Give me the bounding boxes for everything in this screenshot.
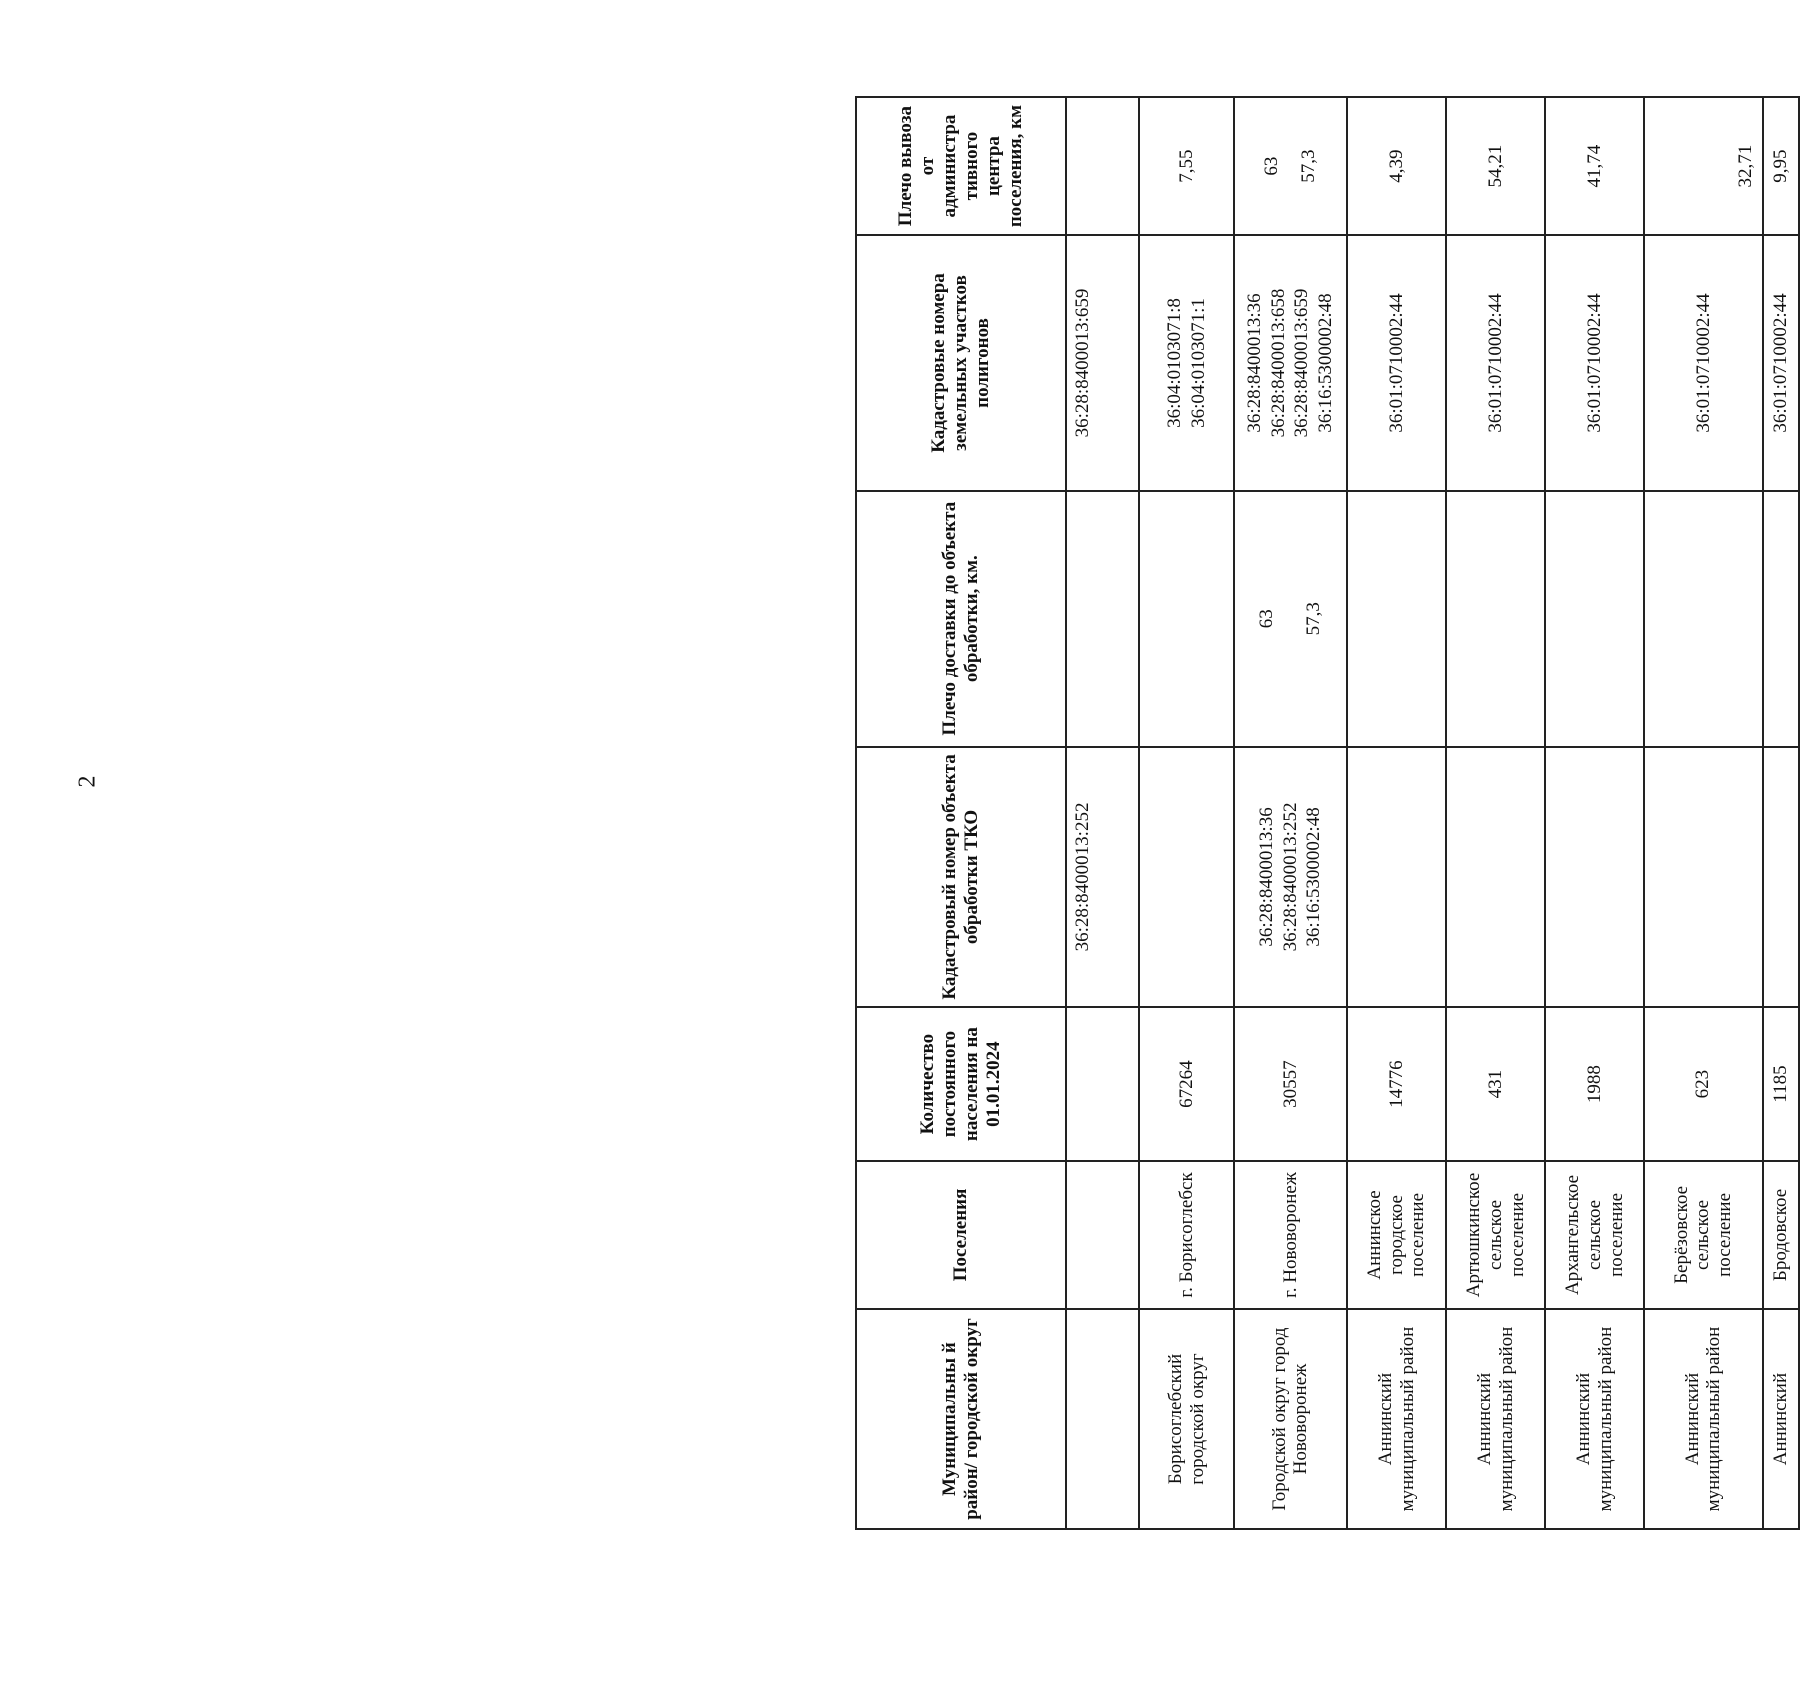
cell-district: Аннинский bbox=[1763, 1309, 1799, 1529]
cell-population: 67264 bbox=[1139, 1007, 1234, 1160]
rotated-table-container bbox=[855, 96, 1800, 1530]
cell-export-distance-line: 4,39 bbox=[1385, 149, 1407, 183]
cell-district bbox=[1066, 1309, 1139, 1529]
header-population: Количество постоянного населения на 01.01.2024 bbox=[856, 1007, 1066, 1160]
cell-facility-cadastral-line: 36:28:8400013:36 bbox=[1255, 807, 1277, 947]
cell-delivery-distance bbox=[1066, 491, 1139, 747]
cell-landfill-cadastral bbox=[1545, 235, 1644, 491]
cell-export-distance bbox=[1066, 97, 1139, 235]
cell-landfill-cadastral-line: 36:28:8400013:659 bbox=[1291, 288, 1313, 438]
cell-landfill-cadastral-line: 36:01:0710002:44 bbox=[1769, 293, 1791, 433]
cell-facility-cadastral-line: 36:28:8400013:252 bbox=[1279, 802, 1301, 952]
cell-delivery-distance bbox=[1139, 491, 1234, 747]
cell-delivery-distance-line: 57,3 bbox=[1303, 602, 1325, 636]
cell-landfill-cadastral-line: 36:28:8400013:659 bbox=[1072, 288, 1093, 438]
table-body bbox=[1066, 97, 1799, 1529]
cell-facility-cadastral bbox=[1644, 747, 1762, 1008]
header-landfill-cadastral: Кадастровые номера земельных участков полигонов bbox=[856, 235, 1066, 491]
cell-facility-cadastral bbox=[1066, 747, 1139, 1008]
cell-population: 1988 bbox=[1545, 1007, 1644, 1160]
cell-landfill-cadastral-line: 36:01:0710002:44 bbox=[1692, 293, 1714, 433]
cell-settlement: г. Нововоронеж bbox=[1234, 1161, 1347, 1309]
cell-facility-cadastral bbox=[1347, 747, 1446, 1008]
cell-export-distance-line: 57,3 bbox=[1298, 149, 1320, 183]
cell-export-distance bbox=[1644, 97, 1762, 235]
header-delivery-distance: Плечо доставки до объекта обработки, км. bbox=[856, 491, 1066, 747]
cell-facility-cadastral-line: 36:16:5300002:48 bbox=[1303, 807, 1325, 947]
cell-landfill-cadastral-line: 36:01:0710002:44 bbox=[1484, 293, 1506, 433]
cell-delivery-distance bbox=[1545, 491, 1644, 747]
cell-export-distance-line: 9,95 bbox=[1769, 149, 1791, 183]
cell-population: 30557 bbox=[1234, 1007, 1347, 1160]
cell-landfill-cadastral-line: 36:01:0710002:44 bbox=[1583, 293, 1605, 433]
cell-settlement: Бродовское bbox=[1763, 1161, 1799, 1309]
cell-facility-cadastral bbox=[1234, 747, 1347, 1008]
landfill-table bbox=[855, 96, 1800, 1530]
header-district: Муниципальны й район/ городской округ bbox=[856, 1309, 1066, 1529]
cell-landfill-cadastral bbox=[1644, 235, 1762, 491]
cell-export-distance-line: 63 bbox=[1260, 156, 1282, 176]
table-row bbox=[1234, 97, 1347, 1529]
cell-landfill-cadastral bbox=[1234, 235, 1347, 491]
cell-landfill-cadastral bbox=[1066, 235, 1139, 491]
cell-landfill-cadastral bbox=[1763, 235, 1799, 491]
cell-district: Аннинский муниципальный район bbox=[1545, 1309, 1644, 1529]
cell-facility-cadastral bbox=[1446, 747, 1545, 1008]
table-row bbox=[1446, 97, 1545, 1529]
header-row bbox=[856, 97, 1066, 1529]
cell-settlement: Берёзовское сельское поселение bbox=[1644, 1161, 1762, 1309]
cell-delivery-distance bbox=[1234, 491, 1347, 747]
cell-export-distance bbox=[1139, 97, 1234, 235]
page-number: 2 bbox=[74, 775, 101, 788]
table-row bbox=[1763, 97, 1799, 1529]
cell-export-distance-line: 41,74 bbox=[1583, 144, 1605, 188]
cell-export-distance bbox=[1545, 97, 1644, 235]
cell-district: Аннинский муниципальный район bbox=[1644, 1309, 1762, 1529]
table-row bbox=[1139, 97, 1234, 1529]
cell-export-distance bbox=[1446, 97, 1545, 235]
cell-facility-cadastral bbox=[1139, 747, 1234, 1008]
cell-population: 1185 bbox=[1763, 1007, 1799, 1160]
cell-settlement: Артюшкинское сельское поселение bbox=[1446, 1161, 1545, 1309]
cell-district: Борисоглебский городской округ bbox=[1139, 1309, 1234, 1529]
cell-landfill-cadastral-line: 36:04:0103071:1 bbox=[1187, 298, 1209, 428]
cell-export-distance-line: 54,21 bbox=[1484, 144, 1506, 188]
cell-delivery-distance bbox=[1446, 491, 1545, 747]
cell-delivery-distance bbox=[1763, 491, 1799, 747]
table-row bbox=[1347, 97, 1446, 1529]
cell-settlement: г. Борисоглебск bbox=[1139, 1161, 1234, 1309]
cell-settlement: Аннинское городское поселение bbox=[1347, 1161, 1446, 1309]
cell-district: Аннинский муниципальный район bbox=[1446, 1309, 1545, 1529]
cell-delivery-distance-line: 63 bbox=[1255, 609, 1277, 629]
cell-export-distance-line: 32,71 bbox=[1734, 144, 1756, 188]
cell-landfill-cadastral bbox=[1139, 235, 1234, 491]
cell-export-distance bbox=[1347, 97, 1446, 235]
cell-export-distance-line: 7,55 bbox=[1175, 149, 1197, 183]
cell-facility-cadastral bbox=[1763, 747, 1799, 1008]
cell-delivery-distance bbox=[1644, 491, 1762, 747]
cell-landfill-cadastral bbox=[1347, 235, 1446, 491]
header-settlement: Поселения bbox=[856, 1161, 1066, 1309]
cell-landfill-cadastral-line: 36:01:0710002:44 bbox=[1385, 293, 1407, 433]
cell-landfill-cadastral-line: 36:28:8400013:658 bbox=[1267, 288, 1289, 438]
table-row bbox=[1545, 97, 1644, 1529]
cell-export-distance bbox=[1763, 97, 1799, 235]
cell-population bbox=[1066, 1007, 1139, 1160]
cell-district: Аннинский муниципальный район bbox=[1347, 1309, 1446, 1529]
cell-landfill-cadastral bbox=[1446, 235, 1545, 491]
cell-export-distance bbox=[1234, 97, 1347, 235]
header-facility-cadastral: Кадастровый номер объекта обработки ТКО bbox=[856, 747, 1066, 1008]
cell-population: 431 bbox=[1446, 1007, 1545, 1160]
cell-district: Городской округ город Нововоронеж bbox=[1234, 1309, 1347, 1529]
table-row bbox=[1066, 97, 1139, 1529]
cell-landfill-cadastral-line: 36:16:5300002:48 bbox=[1315, 293, 1337, 433]
cell-population: 14776 bbox=[1347, 1007, 1446, 1160]
cell-landfill-cadastral-line: 36:04:0103071:8 bbox=[1163, 298, 1185, 428]
table-row bbox=[1644, 97, 1762, 1529]
cell-population: 623 bbox=[1644, 1007, 1762, 1160]
cell-delivery-distance bbox=[1347, 491, 1446, 747]
cell-facility-cadastral-line: 36:28:8400013:252 bbox=[1072, 802, 1093, 952]
cell-settlement: Архангельское сельское поселение bbox=[1545, 1161, 1644, 1309]
cell-facility-cadastral bbox=[1545, 747, 1644, 1008]
cell-settlement bbox=[1066, 1161, 1139, 1309]
header-export-distance: Плечо вывоза от администра тивного центра поселения, км bbox=[856, 97, 1066, 235]
cell-landfill-cadastral-line: 36:28:8400013:36 bbox=[1243, 293, 1265, 433]
